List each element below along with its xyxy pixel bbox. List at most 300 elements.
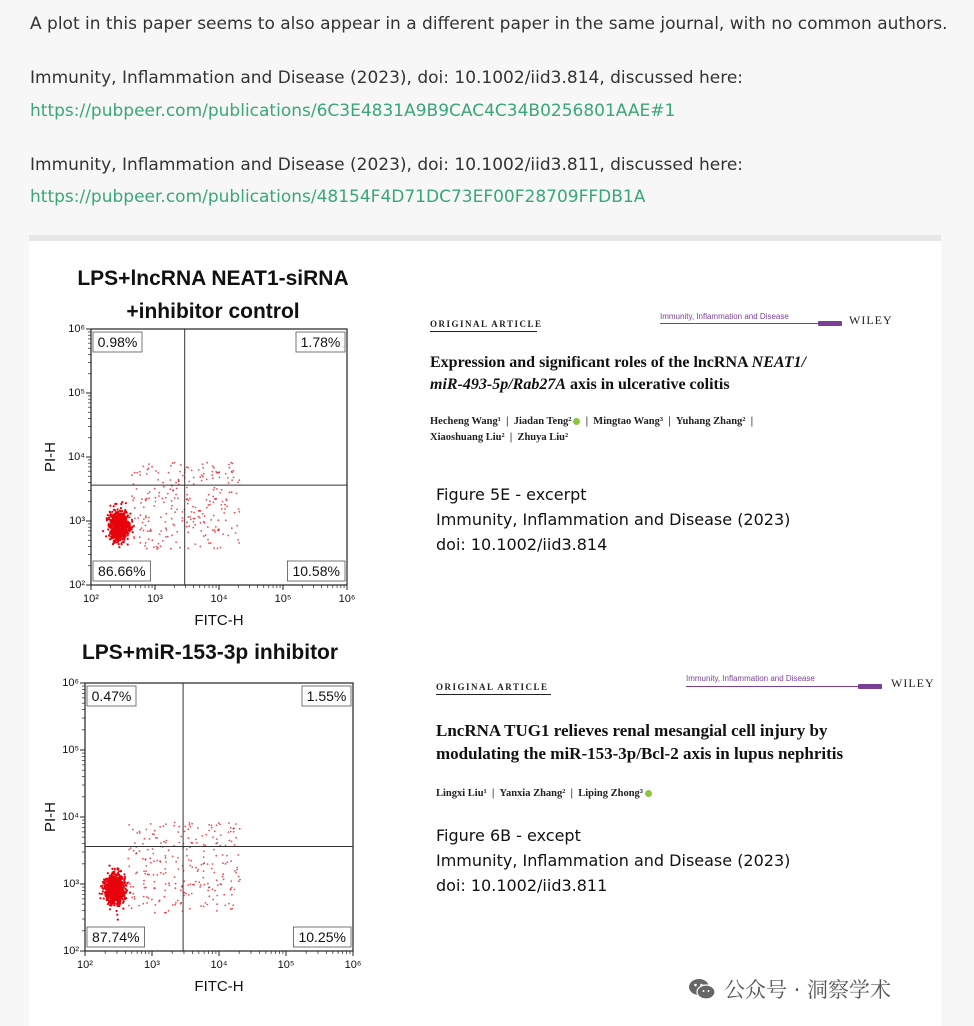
scatter-point: [134, 896, 136, 898]
scatter-point: [117, 508, 119, 510]
scatter-point: [129, 892, 131, 894]
scatter-point: [145, 517, 147, 519]
x-tick-label: 10⁶: [344, 959, 362, 971]
article-1-journal: Immunity, Inflammation and Disease: [660, 312, 789, 321]
scatter-point: [189, 516, 191, 518]
scatter-point: [132, 829, 134, 831]
scatter-point: [231, 527, 233, 529]
scatter-point: [202, 877, 204, 879]
article-1-journal-rule: [660, 323, 818, 324]
scatter-point: [186, 521, 188, 523]
plot-1-title-line1: LPS+lncRNA NEAT1-siRNA: [77, 267, 349, 290]
scatter-point: [201, 480, 203, 482]
x-tick-label: 10³: [147, 593, 163, 605]
scatter-point: [168, 910, 170, 912]
scatter-point: [133, 537, 135, 539]
scatter-point: [203, 535, 205, 537]
reference-1-link[interactable]: https://pubpeer.com/publications/6C3E4831A9B9CAC4C34B0256801AAE#1: [30, 101, 676, 121]
scatter-point: [144, 545, 146, 547]
scatter-point: [205, 534, 207, 536]
scatter-point: [208, 542, 210, 544]
scatter-point: [222, 501, 224, 503]
scatter-point: [217, 519, 219, 521]
scatter-point: [212, 477, 214, 479]
scatter-point: [175, 861, 177, 863]
scatter-point: [214, 830, 216, 832]
scatter-point: [212, 529, 214, 531]
scatter-point: [116, 878, 118, 880]
scatter-point: [203, 850, 205, 852]
scatter-point: [117, 867, 119, 869]
scatter-point: [207, 539, 209, 541]
scatter-point: [113, 505, 115, 507]
scatter-point: [174, 525, 176, 527]
scatter-point: [186, 855, 188, 857]
scatter-point: [120, 507, 122, 509]
scatter-point: [146, 902, 148, 904]
scatter-point: [199, 517, 201, 519]
scatter-point: [107, 524, 109, 526]
scatter-point: [170, 548, 172, 550]
scatter-point: [207, 526, 209, 528]
scatter-point: [163, 873, 165, 875]
scatter-point: [120, 875, 122, 877]
scatter-point: [114, 515, 116, 517]
scatter-point: [226, 506, 228, 508]
scatter-point: [154, 488, 156, 490]
scatter-point: [178, 479, 180, 481]
scatter-point: [142, 522, 144, 524]
scatter-point: [191, 470, 193, 472]
scatter-point: [139, 474, 141, 476]
y-tick-label: 10⁶: [62, 677, 79, 689]
scatter-point: [116, 914, 118, 916]
scatter-point: [236, 493, 238, 495]
scatter-point: [110, 889, 112, 891]
scatter-point: [115, 512, 117, 514]
scatter-point: [224, 905, 226, 907]
reference-1-text: Immunity, Inflammation and Disease (2023), doi: 10.1002/iid3.814, discussed here:: [30, 68, 744, 88]
scatter-point: [214, 487, 216, 489]
scatter-point: [175, 494, 177, 496]
scatter-point: [217, 529, 219, 531]
scatter-point: [108, 516, 110, 518]
scatter-point: [171, 508, 173, 510]
scatter-point: [125, 897, 127, 899]
scatter-point: [124, 876, 126, 878]
scatter-point: [120, 510, 122, 512]
scatter-point: [177, 831, 179, 833]
x-tick-label: 10⁴: [210, 959, 228, 971]
scatter-point: [115, 896, 117, 898]
x-axis-label: FITC-H: [194, 978, 244, 995]
scatter-point: [189, 826, 191, 828]
scatter-point: [145, 887, 147, 889]
scatter-point: [131, 474, 133, 476]
scatter-point: [115, 889, 117, 891]
scatter-point: [165, 823, 167, 825]
scatter-point: [137, 517, 139, 519]
scatter-point: [149, 530, 151, 532]
scatter-point: [221, 489, 223, 491]
scatter-point: [121, 881, 123, 883]
scatter-point: [187, 516, 189, 518]
scatter-point: [156, 837, 158, 839]
scatter-point: [190, 860, 192, 862]
scatter-point: [233, 831, 235, 833]
scatter-points: [99, 822, 241, 921]
scatter-point: [121, 543, 123, 545]
scatter-point: [208, 824, 210, 826]
scatter-point: [233, 827, 235, 829]
x-tick-label: 10⁴: [210, 593, 228, 605]
scatter-point: [145, 525, 147, 527]
scatter-point: [231, 894, 233, 896]
scatter-point: [109, 526, 111, 528]
scatter-point: [205, 834, 207, 836]
scatter-point: [166, 840, 168, 842]
article-1-publisher: WILEY: [849, 313, 893, 327]
scatter-point: [110, 900, 112, 902]
scatter-point: [235, 532, 237, 534]
scatter-point: [201, 864, 203, 866]
scatter-point: [212, 899, 214, 901]
scatter-point: [238, 880, 240, 882]
scatter-point: [143, 870, 145, 872]
scatter-point: [139, 542, 141, 544]
y-tick-label: 10⁶: [68, 323, 85, 335]
scatter-point: [147, 530, 149, 532]
article-1-title: Expression and significant roles of the lncRNA NEAT1/ miR-493-5p/Rab27A axis in ulcerative colitis: [430, 354, 806, 393]
article-1-label-underline: [430, 331, 537, 332]
scatter-point: [112, 901, 114, 903]
scatter-point: [105, 535, 107, 537]
scatter-point: [107, 528, 109, 530]
scatter-point: [117, 521, 119, 523]
scatter-point: [129, 883, 131, 885]
scatter-point: [160, 516, 162, 518]
watermark: [688, 974, 891, 1004]
scatter-point: [203, 521, 205, 523]
scatter-point: [159, 533, 161, 535]
article-1-caption: Figure 5E - excerpt Immunity, Inflammation and Disease (2023) doi: 10.1002/iid3.814: [436, 485, 791, 554]
scatter-point: [209, 886, 211, 888]
scatter-point: [139, 850, 141, 852]
scatter-point: [171, 534, 173, 536]
scatter-point: [114, 526, 116, 528]
scatter-point: [191, 893, 193, 895]
scatter-point: [120, 536, 122, 538]
scatter-point: [186, 498, 188, 500]
scatter-point: [228, 464, 230, 466]
x-tick-label: 10³: [144, 959, 160, 971]
scatter-point: [163, 896, 165, 898]
scatter-point: [229, 467, 231, 469]
scatter-point: [191, 823, 193, 825]
scatter-point: [121, 530, 123, 532]
scatter-point: [177, 857, 179, 859]
scatter-point: [175, 902, 177, 904]
scatter-point: [169, 479, 171, 481]
scatter-point: [116, 874, 118, 876]
scatter-point: [118, 534, 120, 536]
y-tick-label: 10⁴: [68, 451, 85, 463]
scatter-point: [152, 833, 154, 835]
scatter-point: [112, 877, 114, 879]
scatter-point: [113, 892, 115, 894]
scatter-point: [216, 838, 218, 840]
scatter-point: [143, 530, 145, 532]
orcid-icon: [645, 790, 652, 797]
reference-2-link[interactable]: https://pubpeer.com/publications/48154F4D71DC73EF00F28709FFDB1A: [30, 187, 646, 207]
scatter-point: [193, 518, 195, 520]
scatter-point: [234, 512, 236, 514]
scatter-point: [228, 482, 230, 484]
scatter-point: [136, 472, 138, 474]
scatter-point: [115, 541, 117, 543]
scatter-point: [203, 856, 205, 858]
scatter-point: [136, 832, 138, 834]
scatter-point: [208, 504, 210, 506]
scatter-point: [145, 870, 147, 872]
scatter-point: [109, 505, 111, 507]
scatter-point: [175, 482, 177, 484]
scatter-point: [121, 538, 123, 540]
scatter-point: [157, 479, 159, 481]
scatter-point: [139, 514, 141, 516]
scatter-point: [131, 526, 133, 528]
scatter-point: [156, 874, 158, 876]
scatter-point: [206, 499, 208, 501]
scatter-point: [219, 824, 221, 826]
scatter-point: [168, 849, 170, 851]
scatter-point: [109, 891, 111, 893]
scatter-point: [136, 871, 138, 873]
article-2-journal: Immunity, Inflammation and Disease: [686, 674, 815, 683]
scatter-point: [117, 888, 119, 890]
scatter-point: [186, 494, 188, 496]
scatter-point: [139, 831, 141, 833]
scatter-point: [121, 525, 123, 527]
scatter-point: [111, 868, 113, 870]
scatter-point: [218, 822, 220, 824]
scatter-point: [165, 497, 167, 499]
scatter-point: [183, 892, 185, 894]
scatter-point: [228, 831, 230, 833]
scatter-point: [119, 898, 121, 900]
scatter-point: [116, 910, 118, 912]
scatter-point: [112, 520, 114, 522]
y-tick-label: 10⁴: [62, 811, 79, 823]
scatter-point: [158, 492, 160, 494]
scatter-point: [128, 516, 130, 518]
scatter-point: [188, 525, 190, 527]
scatter-point: [131, 495, 133, 497]
y-tick-label: 10²: [69, 579, 85, 591]
scatter-point: [147, 849, 149, 851]
scatter-point: [189, 498, 191, 500]
scatter-point: [209, 500, 211, 502]
x-tick-label: 10⁵: [277, 959, 295, 971]
scatter-point: [225, 473, 227, 475]
scatter-point: [175, 883, 177, 885]
scatter-point: [99, 897, 101, 899]
scatter-point: [159, 826, 161, 828]
scatter-points: [102, 462, 240, 550]
article-2-title: LncRNA TUG1 relieves renal mesangial cell injury by modulating the miR-153-3p/Bcl-2 axis in lupus nephritis: [436, 721, 844, 763]
y-tick-label: 10²: [63, 945, 79, 957]
orcid-icon: [573, 418, 580, 425]
scatter-point: [169, 884, 171, 886]
scatter-point: [171, 500, 173, 502]
scatter-point: [114, 868, 116, 870]
scatter-point: [191, 866, 193, 868]
scatter-point: [117, 896, 119, 898]
x-tick-label: 10²: [77, 959, 93, 971]
scatter-point: [146, 865, 148, 867]
scatter-point: [145, 829, 147, 831]
scatter-point: [222, 533, 224, 535]
scatter-point: [187, 828, 189, 830]
scatter-point: [115, 529, 117, 531]
scatter-point: [130, 847, 132, 849]
scatter-point: [158, 901, 160, 903]
scatter-point: [154, 887, 156, 889]
scatter-point: [213, 872, 215, 874]
scatter-point: [226, 861, 228, 863]
scatter-point: [163, 502, 165, 504]
scatter-point: [200, 522, 202, 524]
scatter-point: [206, 904, 208, 906]
scatter-point: [220, 834, 222, 836]
scatter-point: [138, 905, 140, 907]
scatter-point: [179, 547, 181, 549]
scatter-point: [230, 860, 232, 862]
scatter-point: [118, 543, 120, 545]
scatter-point: [230, 888, 232, 890]
scatter-point: [129, 513, 131, 515]
scatter-point: [234, 844, 236, 846]
scatter-point: [148, 463, 150, 465]
scatter-point: [123, 534, 125, 536]
scatter-point: [125, 511, 127, 513]
scatter-point: [127, 538, 129, 540]
scatter-point: [149, 838, 151, 840]
scatter-point: [104, 884, 106, 886]
scatter-point: [153, 505, 155, 507]
scatter-point: [124, 878, 126, 880]
scatter-point: [202, 513, 204, 515]
scatter-point: [120, 870, 122, 872]
scatter-point: [200, 530, 202, 532]
scatter-point: [111, 511, 113, 513]
scatter-point: [128, 905, 130, 907]
scatter-point: [213, 515, 215, 517]
scatter-point: [175, 541, 177, 543]
scatter-point: [231, 841, 233, 843]
scatter-point: [152, 848, 154, 850]
scatter-point: [124, 509, 126, 511]
scatter-point: [198, 469, 200, 471]
scatter-point: [176, 488, 178, 490]
scatter-point: [117, 919, 119, 921]
scatter-point: [222, 876, 224, 878]
scatter-point: [161, 498, 163, 500]
scatter-point: [214, 531, 216, 533]
article-2-label-underline: [436, 694, 551, 695]
scatter-point: [121, 517, 123, 519]
scatter-point: [218, 472, 220, 474]
scatter-point: [205, 902, 207, 904]
scatter-point: [108, 865, 110, 867]
scatter-point: [213, 547, 215, 549]
quadrant-top-right-label: 1.55%: [306, 688, 347, 704]
scatter-point: [106, 519, 108, 521]
scatter-point: [178, 842, 180, 844]
scatter-point: [115, 532, 117, 534]
scatter-point: [107, 897, 109, 899]
scatter-point: [127, 543, 129, 545]
scatter-point: [162, 482, 164, 484]
scatter-point: [163, 486, 165, 488]
scatter-point: [207, 863, 209, 865]
scatter-point: [216, 488, 218, 490]
scatter-point: [220, 547, 222, 549]
scatter-point: [220, 504, 222, 506]
scatter-point: [123, 900, 125, 902]
scatter-point: [120, 503, 122, 505]
scatter-point: [211, 825, 213, 827]
scatter-point: [187, 884, 189, 886]
scatter-point: [102, 890, 104, 892]
scatter-point: [216, 903, 218, 905]
scatter-point: [148, 874, 150, 876]
scatter-point: [237, 481, 239, 483]
scatter-point: [186, 526, 188, 528]
scatter-point: [179, 471, 181, 473]
scatter-point: [189, 822, 191, 824]
scatter-point: [237, 539, 239, 541]
scatter-point: [217, 884, 219, 886]
scatter-point: [172, 490, 174, 492]
scatter-point: [124, 888, 126, 890]
article-2-authors: Lingxi Liu¹ | Yanxia Zhang² | Liping Zhong³: [436, 786, 652, 802]
scatter-point: [155, 497, 157, 499]
scatter-point: [203, 844, 205, 846]
scatter-point: [238, 511, 240, 513]
scatter-point: [208, 895, 210, 897]
scatter-point: [219, 477, 221, 479]
scatter-point: [168, 882, 170, 884]
scatter-point: [171, 505, 173, 507]
scatter-point: [168, 472, 170, 474]
scatter-point: [197, 869, 199, 871]
scatter-point: [143, 518, 145, 520]
scatter-point: [106, 517, 108, 519]
scatter-point: [188, 499, 190, 501]
scatter-point: [155, 904, 157, 906]
scatter-point: [113, 888, 115, 890]
scatter-point: [212, 888, 214, 890]
scatter-point: [235, 872, 237, 874]
scatter-point: [195, 839, 197, 841]
scatter-point: [237, 854, 239, 856]
scatter-point: [193, 884, 195, 886]
scatter-point: [141, 527, 143, 529]
scatter-point: [199, 886, 201, 888]
scatter-point: [134, 518, 136, 520]
scatter-point: [219, 492, 221, 494]
